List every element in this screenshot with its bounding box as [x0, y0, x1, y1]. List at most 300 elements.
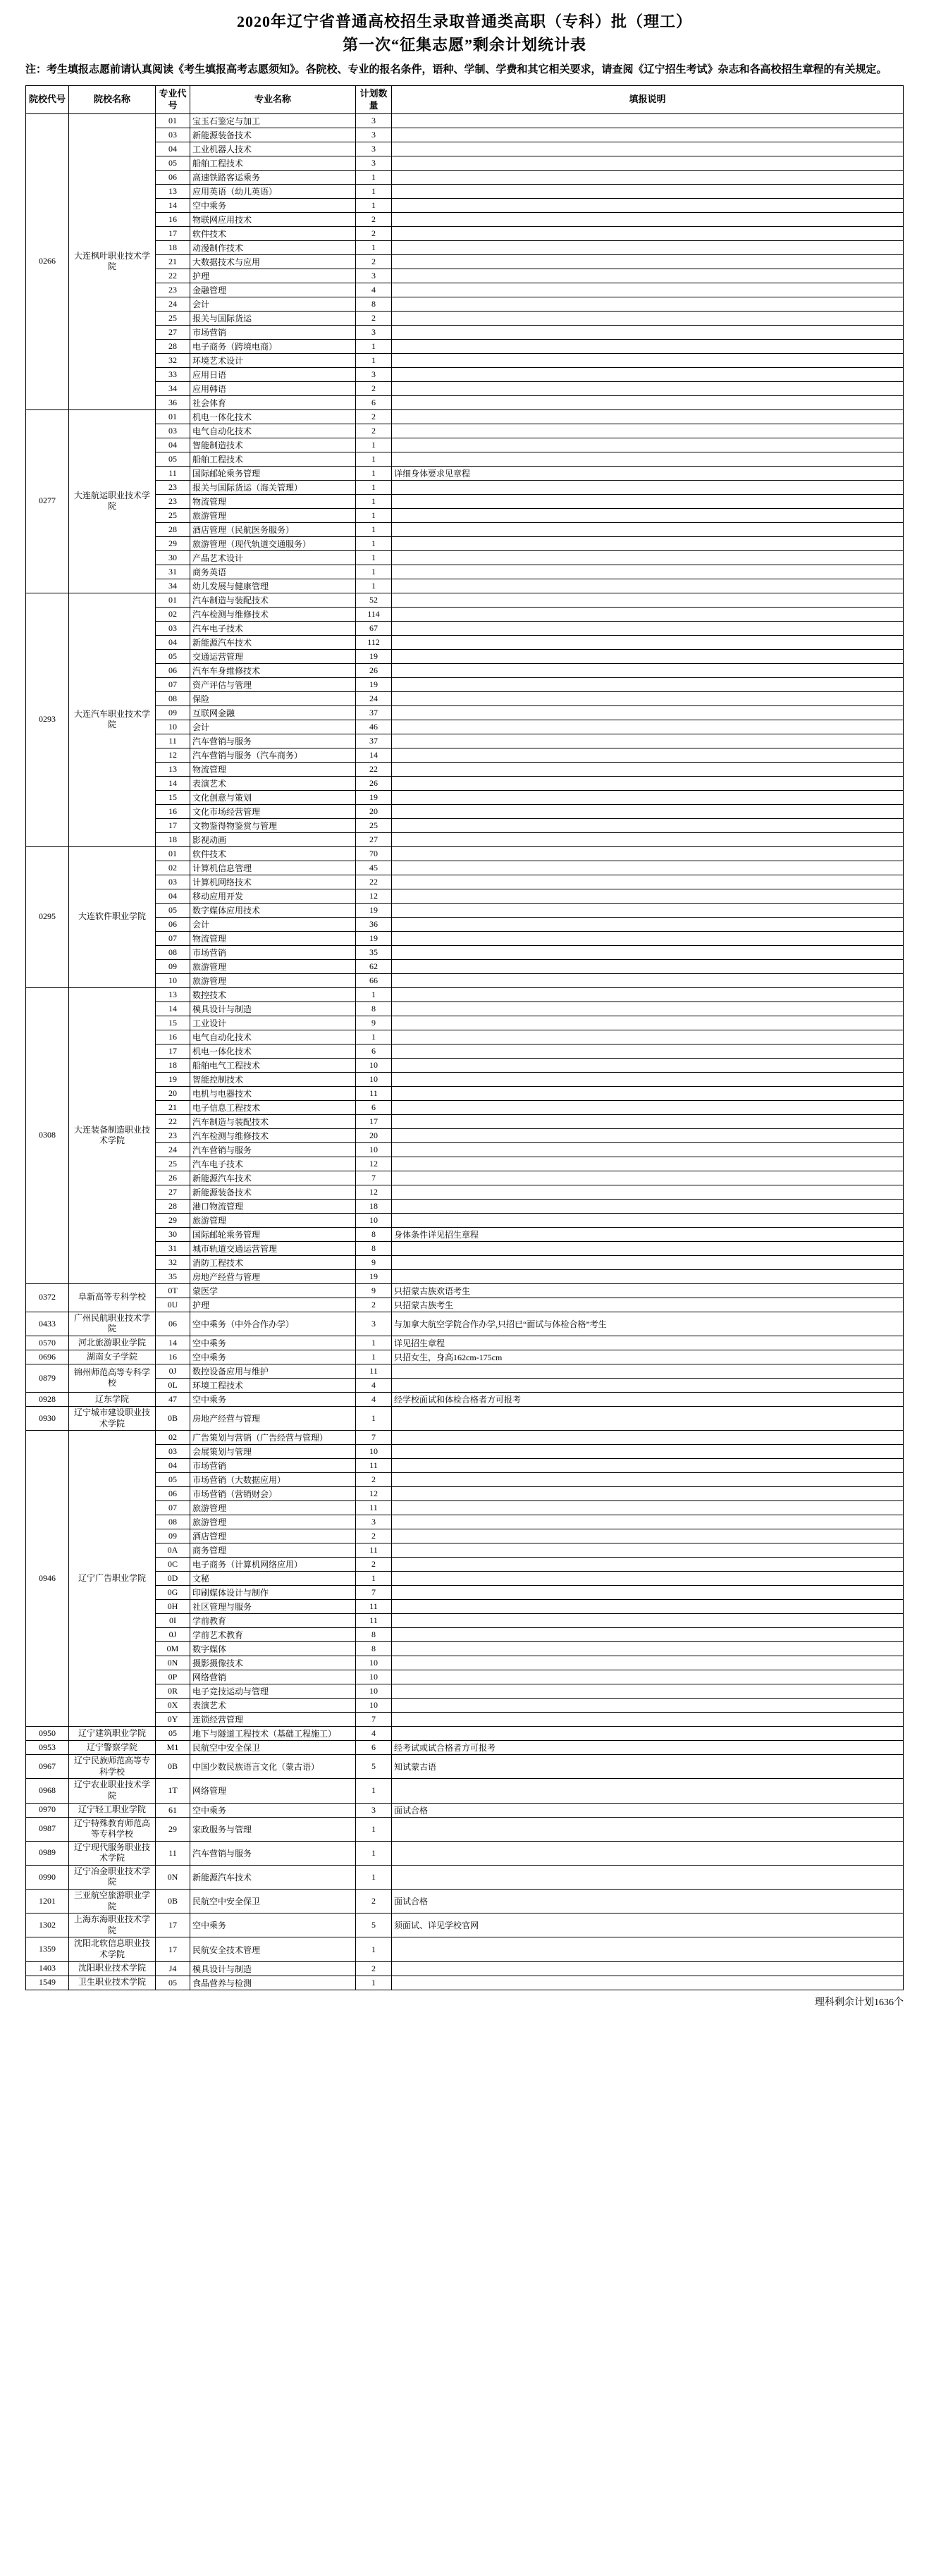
plan-count-cell: 2: [356, 226, 392, 240]
school-name-cell: 上海东海职业技术学院: [69, 1913, 156, 1937]
major-name-cell: 中国少数民族语言文化（蒙古语）: [190, 1755, 356, 1779]
table-row: [26, 1803, 904, 1817]
major-name-cell: 电子信息工程技术: [190, 1100, 356, 1114]
major-code-cell: 17: [156, 1913, 190, 1937]
major-code-cell: 14: [156, 776, 190, 790]
table-row: [26, 1501, 904, 1515]
description-cell: [392, 1642, 904, 1656]
plan-count-cell: 112: [356, 635, 392, 649]
description-cell: 经考试或试合格者方可报考: [392, 1741, 904, 1755]
school-code-cell: 0277: [26, 409, 69, 593]
major-code-cell: 05: [156, 1727, 190, 1741]
table-row: [26, 1741, 904, 1755]
table-row: [26, 748, 904, 762]
school-name-cell: 辽宁特殊教育师范高等专科学校: [69, 1817, 156, 1841]
description-cell: [392, 1976, 904, 1990]
school-name-cell: 湖南女子学院: [69, 1350, 156, 1364]
plan-count-cell: 6: [356, 1044, 392, 1058]
description-cell: [392, 1670, 904, 1684]
table-row: [26, 466, 904, 480]
table-row: [26, 1336, 904, 1350]
description-cell: [392, 748, 904, 762]
description-cell: [392, 1044, 904, 1058]
plan-count-cell: 18: [356, 1199, 392, 1213]
plan-count-cell: 1: [356, 1817, 392, 1841]
major-name-cell: 模具设计与制造: [190, 1002, 356, 1016]
description-cell: [392, 889, 904, 903]
table-row: [26, 804, 904, 818]
major-code-cell: 09: [156, 705, 190, 720]
major-name-cell: 市场营销: [190, 1459, 356, 1473]
document-page: [0, 10, 929, 2009]
table-row: [26, 1312, 904, 1336]
major-code-cell: J4: [156, 1961, 190, 1976]
plan-count-cell: 2: [356, 311, 392, 325]
major-code-cell: 06: [156, 663, 190, 677]
plan-count-cell: 19: [356, 1269, 392, 1283]
major-code-cell: 22: [156, 1114, 190, 1128]
plan-count-cell: 1: [356, 1841, 392, 1865]
plan-count-cell: 67: [356, 621, 392, 635]
major-code-cell: 32: [156, 353, 190, 367]
description-cell: [392, 649, 904, 663]
plan-count-cell: 11: [356, 1600, 392, 1614]
plan-count-cell: 8: [356, 1628, 392, 1642]
table-row: [26, 818, 904, 832]
table-row: [26, 1586, 904, 1600]
table-row: [26, 762, 904, 776]
plan-count-cell: 2: [356, 254, 392, 269]
plan-count-cell: 4: [356, 1727, 392, 1741]
table-row: [26, 931, 904, 945]
description-cell: [392, 1157, 904, 1171]
plan-count-cell: 10: [356, 1684, 392, 1699]
plan-count-cell: 10: [356, 1445, 392, 1459]
major-code-cell: 04: [156, 1459, 190, 1473]
major-code-cell: 0J: [156, 1628, 190, 1642]
plan-count-cell: 19: [356, 790, 392, 804]
description-cell: 详细身体要求见章程: [392, 466, 904, 480]
major-code-cell: 61: [156, 1803, 190, 1817]
major-name-cell: 表演艺术: [190, 1699, 356, 1713]
major-name-cell: 印刷媒体设计与制作: [190, 1586, 356, 1600]
major-name-cell: 计算机信息管理: [190, 861, 356, 875]
description-cell: [392, 1779, 904, 1803]
description-cell: [392, 903, 904, 917]
school-name-cell: 卫生职业技术学院: [69, 1976, 156, 1990]
major-code-cell: M1: [156, 1741, 190, 1755]
table-row: [26, 1406, 904, 1430]
school-code-cell: 0570: [26, 1336, 69, 1350]
plan-count-cell: 8: [356, 297, 392, 311]
description-cell: [392, 1445, 904, 1459]
description-cell: [392, 579, 904, 593]
major-code-cell: 30: [156, 550, 190, 565]
major-code-cell: 0A: [156, 1543, 190, 1558]
plan-count-cell: 2: [356, 1558, 392, 1572]
major-code-cell: 18: [156, 832, 190, 846]
major-name-cell: 空中乘务: [190, 1350, 356, 1364]
plan-count-cell: 8: [356, 1642, 392, 1656]
description-cell: [392, 184, 904, 198]
table-row: [26, 1473, 904, 1487]
table-row: [26, 113, 904, 128]
table-row: [26, 649, 904, 663]
description-cell: [392, 973, 904, 987]
plan-count-cell: 3: [356, 269, 392, 283]
major-name-cell: 空中乘务（中外合作办学）: [190, 1312, 356, 1336]
school-code-cell: 0879: [26, 1364, 69, 1392]
major-code-cell: 47: [156, 1392, 190, 1406]
plan-count-cell: 1: [356, 466, 392, 480]
table-row: [26, 1913, 904, 1937]
description-cell: [392, 818, 904, 832]
major-code-cell: 01: [156, 409, 190, 424]
major-name-cell: 国际邮轮乘务管理: [190, 1227, 356, 1241]
plan-count-cell: 1: [356, 1336, 392, 1350]
major-code-cell: 16: [156, 212, 190, 226]
major-code-cell: 16: [156, 1030, 190, 1044]
plan-count-cell: 1: [356, 550, 392, 565]
major-code-cell: 17: [156, 1044, 190, 1058]
header-major-code: 专业代号: [156, 86, 190, 114]
plan-count-cell: 4: [356, 283, 392, 297]
description-cell: [392, 142, 904, 156]
major-name-cell: 报关与国际货运: [190, 311, 356, 325]
description-cell: [392, 1199, 904, 1213]
school-name-cell: 三亚航空旅游职业学院: [69, 1890, 156, 1913]
description-cell: [392, 762, 904, 776]
plan-count-cell: 3: [356, 367, 392, 381]
major-code-cell: 34: [156, 579, 190, 593]
major-code-cell: 0B: [156, 1890, 190, 1913]
plan-count-cell: 1: [356, 452, 392, 466]
school-name-cell: 大连航运职业技术学院: [69, 409, 156, 593]
table-row: [26, 212, 904, 226]
table-row: [26, 1030, 904, 1044]
table-row: [26, 1865, 904, 1889]
major-name-cell: 金融管理: [190, 283, 356, 297]
description-cell: [392, 1364, 904, 1378]
major-name-cell: 宝玉石鉴定与加工: [190, 113, 356, 128]
major-name-cell: 汽车制造与装配技术: [190, 1114, 356, 1128]
plan-count-cell: 5: [356, 1755, 392, 1779]
school-name-cell: 大连枫叶职业技术学院: [69, 113, 156, 409]
plan-count-cell: 14: [356, 748, 392, 762]
plan-count-cell: 2: [356, 409, 392, 424]
description-cell: [392, 424, 904, 438]
major-name-cell: 影视动画: [190, 832, 356, 846]
table-row: [26, 889, 904, 903]
plan-count-cell: 2: [356, 1961, 392, 1976]
plan-count-cell: 9: [356, 1016, 392, 1030]
description-cell: [392, 1128, 904, 1142]
plan-count-cell: 1: [356, 1030, 392, 1044]
major-code-cell: 06: [156, 170, 190, 184]
description-cell: [392, 790, 904, 804]
major-name-cell: 电子竞技运动与管理: [190, 1684, 356, 1699]
table-row: [26, 184, 904, 198]
plan-count-cell: 1: [356, 1937, 392, 1961]
description-cell: [392, 226, 904, 240]
table-row: [26, 705, 904, 720]
school-name-cell: 辽宁民族师范高等专科学校: [69, 1755, 156, 1779]
major-code-cell: 0L: [156, 1378, 190, 1392]
major-name-cell: 新能源汽车技术: [190, 1865, 356, 1889]
description-cell: [392, 198, 904, 212]
major-code-cell: 05: [156, 156, 190, 170]
major-name-cell: 旅游管理: [190, 1213, 356, 1227]
table-row: [26, 832, 904, 846]
major-name-cell: 文物鉴得物鉴赏与管理: [190, 818, 356, 832]
description-cell: [392, 339, 904, 353]
description-cell: 详见招生章程: [392, 1336, 904, 1350]
description-cell: [392, 113, 904, 128]
plan-count-cell: 2: [356, 424, 392, 438]
major-code-cell: 21: [156, 1100, 190, 1114]
plan-count-cell: 19: [356, 903, 392, 917]
major-name-cell: 数控技术: [190, 987, 356, 1002]
table-row: [26, 1684, 904, 1699]
plan-count-cell: 4: [356, 1378, 392, 1392]
footer-total: 理科剩余计划1636个: [815, 1997, 904, 2008]
description-cell: [392, 1459, 904, 1473]
major-code-cell: 0H: [156, 1600, 190, 1614]
table-row: [26, 1817, 904, 1841]
plan-count-cell: 10: [356, 1142, 392, 1157]
plan-count-cell: 2: [356, 1529, 392, 1543]
plan-count-cell: 3: [356, 128, 392, 142]
school-name-cell: 辽宁农业职业技术学院: [69, 1779, 156, 1803]
description-cell: [392, 1600, 904, 1614]
plan-count-cell: 114: [356, 607, 392, 621]
major-code-cell: 0N: [156, 1656, 190, 1670]
table-row: [26, 1350, 904, 1364]
school-code-cell: 0308: [26, 987, 69, 1283]
plan-count-cell: 35: [356, 945, 392, 959]
major-code-cell: 16: [156, 1350, 190, 1364]
plan-count-cell: 1: [356, 198, 392, 212]
description-cell: [392, 367, 904, 381]
plan-count-cell: 70: [356, 846, 392, 861]
table-row: [26, 677, 904, 691]
table-row: [26, 1364, 904, 1378]
description-cell: [392, 1961, 904, 1976]
major-name-cell: 电子商务（跨境电商）: [190, 339, 356, 353]
school-code-cell: 0372: [26, 1283, 69, 1312]
plan-count-cell: 7: [356, 1713, 392, 1727]
table-row: [26, 494, 904, 508]
plan-count-cell: 19: [356, 649, 392, 663]
table-row: [26, 1543, 904, 1558]
table-row: [26, 734, 904, 748]
description-cell: [392, 987, 904, 1002]
major-name-cell: 船舶电气工程技术: [190, 1058, 356, 1072]
school-name-cell: 沈阳北软信息职业技术学院: [69, 1937, 156, 1961]
table-header-row: [26, 86, 904, 114]
plan-count-cell: 62: [356, 959, 392, 973]
major-code-cell: 0I: [156, 1614, 190, 1628]
major-name-cell: 汽车电子技术: [190, 621, 356, 635]
description-cell: 经学校面试和体检合格者方可报考: [392, 1392, 904, 1406]
table-row: [26, 875, 904, 889]
description-cell: [392, 917, 904, 931]
major-name-cell: 空中乘务: [190, 1803, 356, 1817]
plan-count-cell: 12: [356, 889, 392, 903]
major-code-cell: 19: [156, 1072, 190, 1086]
major-code-cell: 09: [156, 959, 190, 973]
description-cell: [392, 536, 904, 550]
plan-count-cell: 7: [356, 1431, 392, 1445]
description-cell: [392, 1378, 904, 1392]
major-name-cell: 物联网应用技术: [190, 212, 356, 226]
major-code-cell: 0B: [156, 1406, 190, 1430]
description-cell: [392, 452, 904, 466]
table-row: [26, 1142, 904, 1157]
major-name-cell: 应用日语: [190, 367, 356, 381]
plan-count-cell: 1: [356, 184, 392, 198]
plan-count-cell: 1: [356, 987, 392, 1002]
major-name-cell: 互联网金融: [190, 705, 356, 720]
table-row: [26, 1656, 904, 1670]
major-name-cell: 摄影摄像技术: [190, 1656, 356, 1670]
description-cell: [392, 1016, 904, 1030]
school-name-cell: 锦州师范高等专科学校: [69, 1364, 156, 1392]
table-row: [26, 198, 904, 212]
major-code-cell: 0M: [156, 1642, 190, 1656]
table-row: [26, 1283, 904, 1298]
plan-count-cell: 2: [356, 1890, 392, 1913]
description-cell: [392, 1684, 904, 1699]
major-code-cell: 23: [156, 494, 190, 508]
major-code-cell: 26: [156, 1171, 190, 1185]
major-code-cell: 34: [156, 381, 190, 395]
table-row: [26, 254, 904, 269]
major-code-cell: 31: [156, 565, 190, 579]
plan-count-cell: 3: [356, 1515, 392, 1529]
table-row: [26, 1213, 904, 1227]
table-row: [26, 536, 904, 550]
plan-count-cell: 1: [356, 508, 392, 522]
table-row: [26, 1529, 904, 1543]
major-name-cell: 幼儿发展与健康管理: [190, 579, 356, 593]
major-name-cell: 民航安全技术管理: [190, 1937, 356, 1961]
plan-count-cell: 6: [356, 1741, 392, 1755]
school-name-cell: 大连汽车职业技术学院: [69, 593, 156, 846]
description-cell: [392, 1727, 904, 1741]
major-code-cell: 02: [156, 1431, 190, 1445]
major-name-cell: 汽车制造与装配技术: [190, 593, 356, 607]
table-row: [26, 1378, 904, 1392]
remaining-plan-table: [25, 85, 904, 1990]
description-cell: [392, 565, 904, 579]
major-name-cell: 商务管理: [190, 1543, 356, 1558]
description-cell: [392, 720, 904, 734]
major-name-cell: 护理: [190, 1298, 356, 1312]
major-code-cell: 11: [156, 466, 190, 480]
major-name-cell: 软件技术: [190, 226, 356, 240]
major-code-cell: 06: [156, 1487, 190, 1501]
major-code-cell: 30: [156, 1227, 190, 1241]
header-description: 填报说明: [392, 86, 904, 114]
major-name-cell: 新能源汽车技术: [190, 1171, 356, 1185]
major-name-cell: 民航空中安全保卫: [190, 1741, 356, 1755]
plan-count-cell: 24: [356, 691, 392, 705]
school-code-cell: 0987: [26, 1817, 69, 1841]
major-name-cell: 旅游管理: [190, 1515, 356, 1529]
major-name-cell: 酒店管理: [190, 1529, 356, 1543]
major-code-cell: 35: [156, 1269, 190, 1283]
table-row: [26, 1515, 904, 1529]
major-code-cell: 23: [156, 283, 190, 297]
major-code-cell: 03: [156, 424, 190, 438]
table-row: [26, 1269, 904, 1283]
school-code-cell: 0696: [26, 1350, 69, 1364]
plan-count-cell: 1: [356, 240, 392, 254]
school-code-cell: 0989: [26, 1841, 69, 1865]
plan-count-cell: 45: [356, 861, 392, 875]
plan-count-cell: 1: [356, 522, 392, 536]
major-name-cell: 新能源装备技术: [190, 128, 356, 142]
major-name-cell: 护理: [190, 269, 356, 283]
description-cell: [392, 1431, 904, 1445]
description-cell: [392, 494, 904, 508]
table-row: [26, 1392, 904, 1406]
description-cell: 面试合格: [392, 1803, 904, 1817]
major-code-cell: 11: [156, 734, 190, 748]
major-name-cell: 汽车营销与服务（汽车商务）: [190, 748, 356, 762]
table-row: [26, 325, 904, 339]
major-name-cell: 空中乘务: [190, 1392, 356, 1406]
major-code-cell: 31: [156, 1241, 190, 1255]
plan-count-cell: 9: [356, 1283, 392, 1298]
description-cell: [392, 212, 904, 226]
major-code-cell: 15: [156, 1016, 190, 1030]
major-name-cell: 旅游管理（现代轨道交通服务）: [190, 536, 356, 550]
major-name-cell: 电气自动化技术: [190, 1030, 356, 1044]
major-name-cell: 文化市场经营管理: [190, 804, 356, 818]
table-row: [26, 1642, 904, 1656]
plan-count-cell: 3: [356, 142, 392, 156]
major-name-cell: 网络营销: [190, 1670, 356, 1684]
description-cell: [392, 1171, 904, 1185]
table-body: [26, 113, 904, 1990]
plan-count-cell: 2: [356, 381, 392, 395]
major-code-cell: 27: [156, 1185, 190, 1199]
description-cell: [392, 1406, 904, 1430]
plan-count-cell: 1: [356, 536, 392, 550]
school-name-cell: 沈阳职业技术学院: [69, 1961, 156, 1976]
description-cell: [392, 1241, 904, 1255]
plan-count-cell: 46: [356, 720, 392, 734]
table-row: [26, 1572, 904, 1586]
table-row: [26, 987, 904, 1002]
major-code-cell: 22: [156, 269, 190, 283]
description-cell: [392, 395, 904, 409]
major-code-cell: 0N: [156, 1865, 190, 1889]
table-row: [26, 240, 904, 254]
plan-count-cell: 10: [356, 1699, 392, 1713]
plan-count-cell: 11: [356, 1364, 392, 1378]
school-code-cell: 0433: [26, 1312, 69, 1336]
major-name-cell: 电机与电器技术: [190, 1086, 356, 1100]
major-code-cell: 0P: [156, 1670, 190, 1684]
school-name-cell: 大连软件职业学院: [69, 846, 156, 987]
major-code-cell: 14: [156, 1336, 190, 1350]
school-name-cell: 广州民航职业技术学院: [69, 1312, 156, 1336]
plan-count-cell: 17: [356, 1114, 392, 1128]
major-name-cell: 会计: [190, 917, 356, 931]
